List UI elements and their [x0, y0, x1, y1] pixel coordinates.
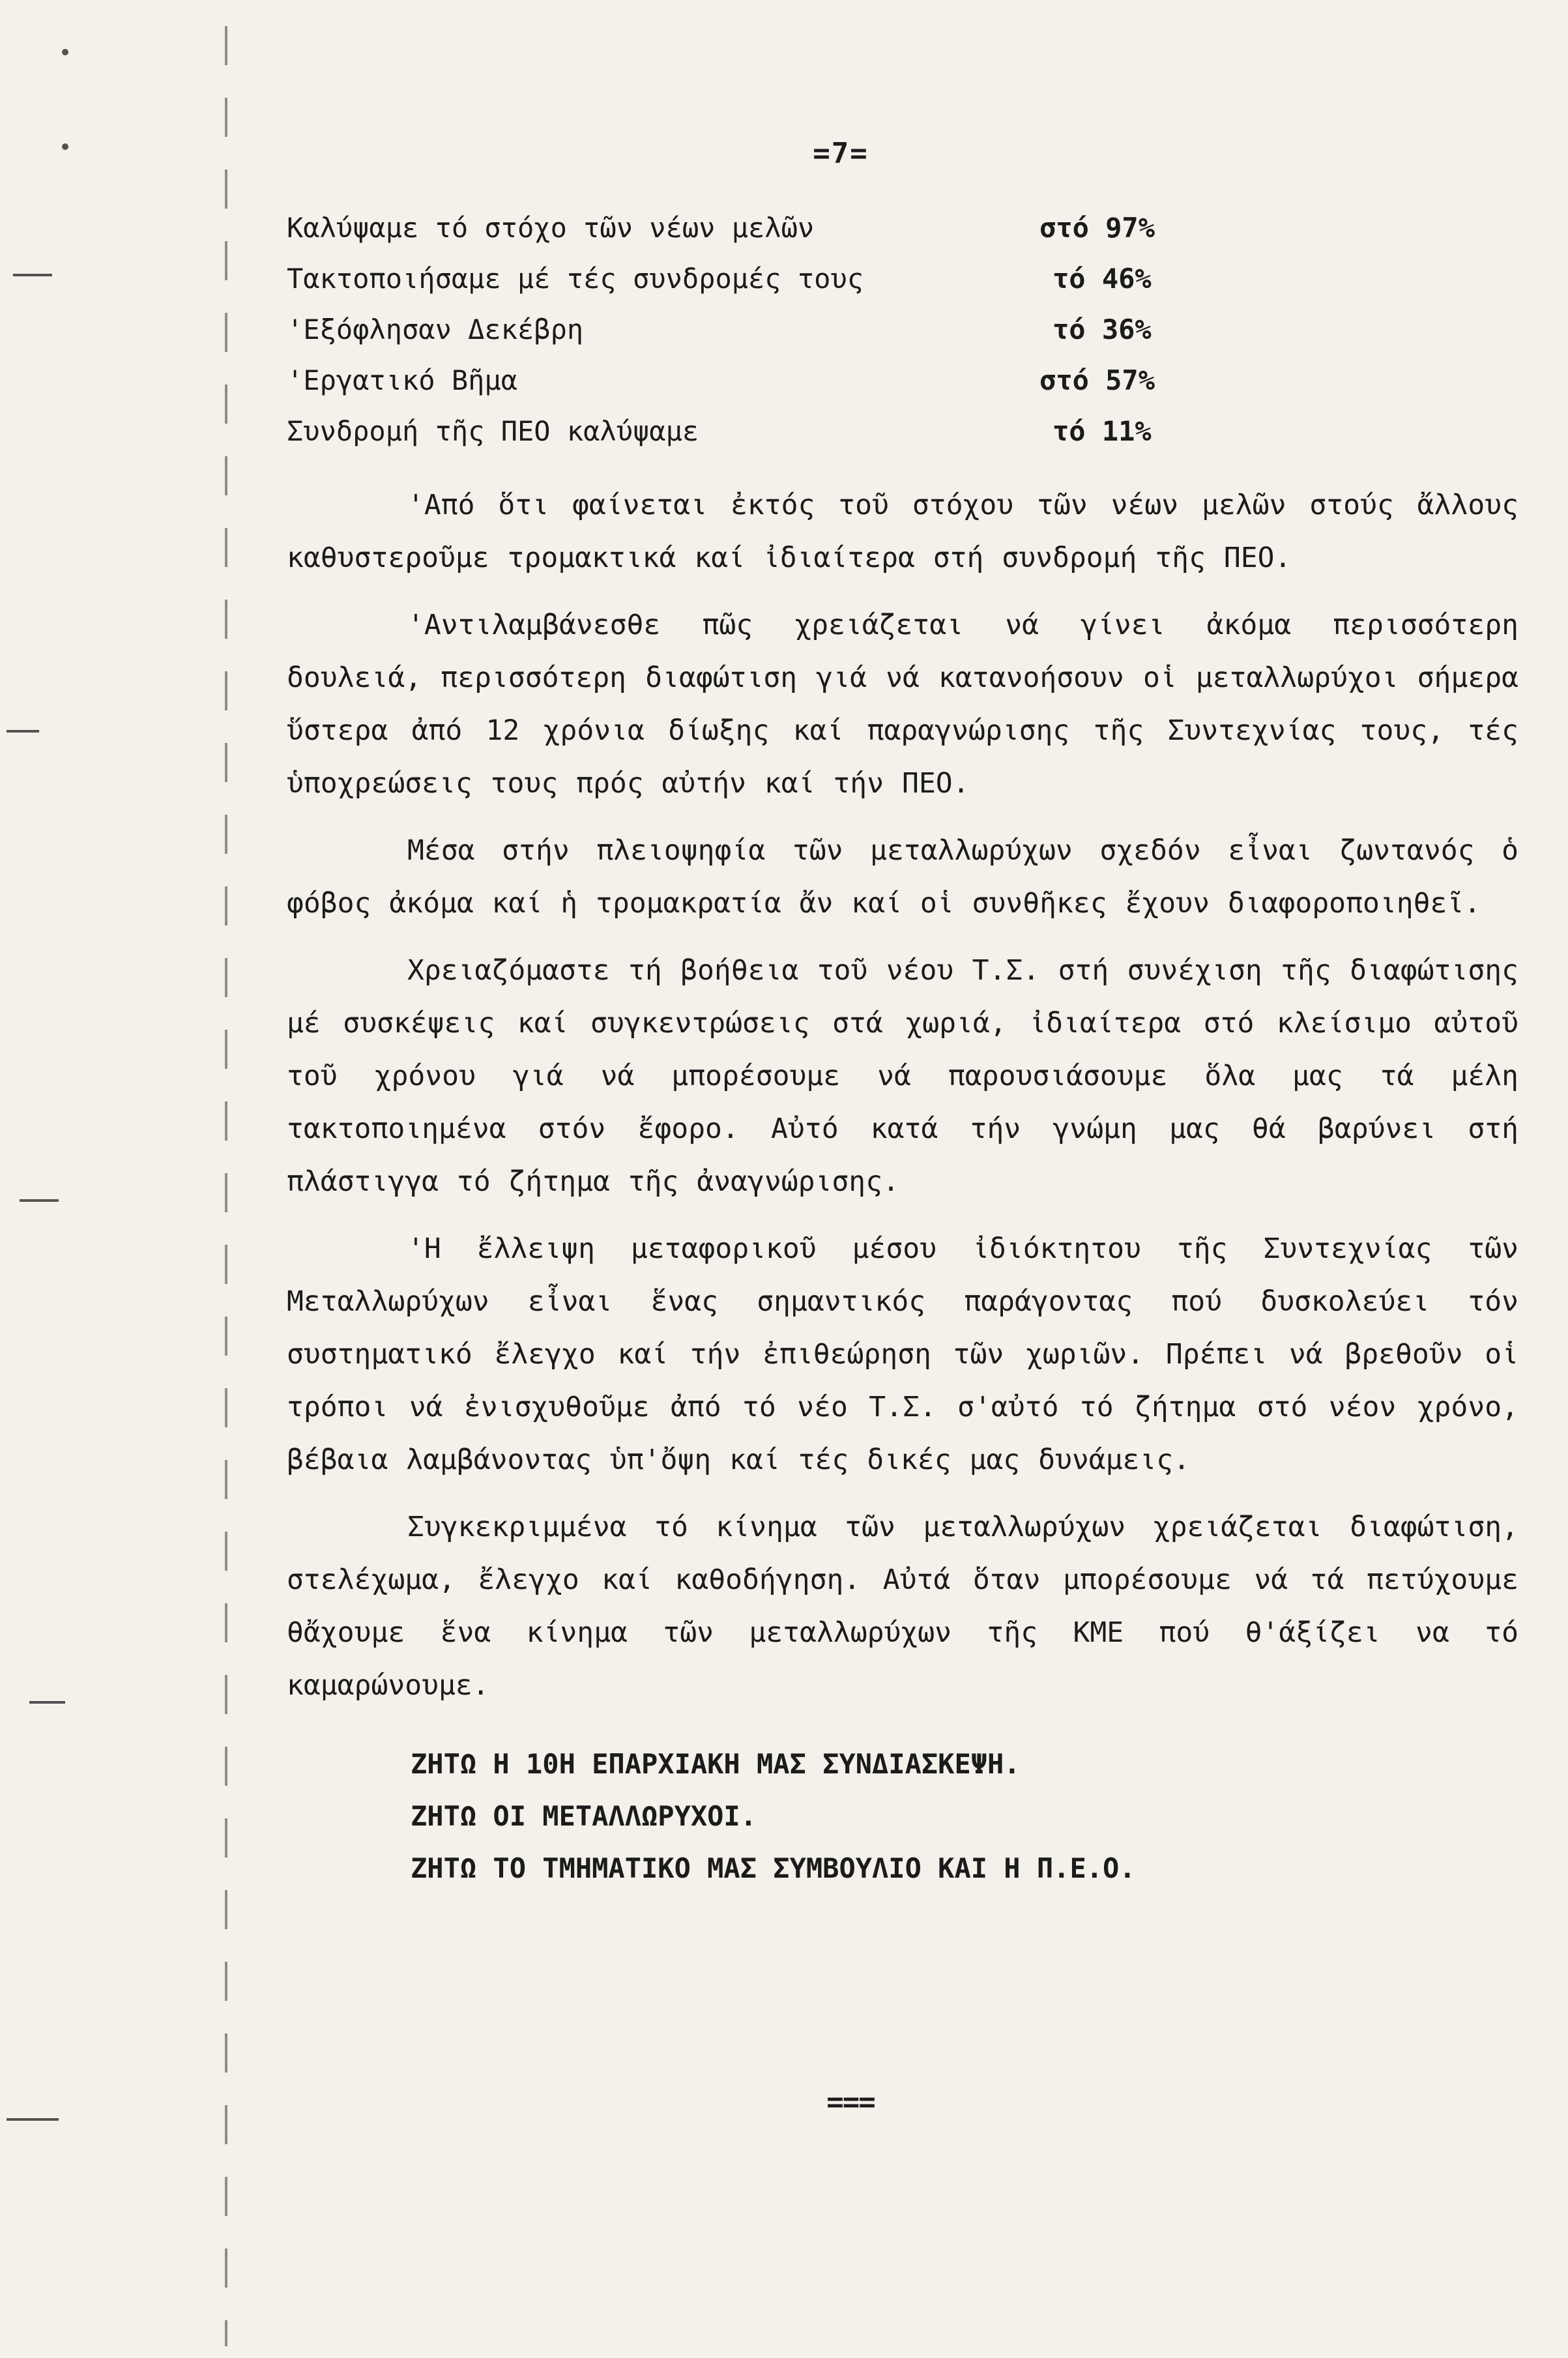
stat-label: Συνδρομή τῆς ΠΕΟ καλύψαμε	[287, 415, 699, 447]
paragraph: Συγκεκριμμένα τό κίνημα τῶν μεταλλωρύχων χρειάζεται διαφώτιση, στελέχωμα, ἔλεγχο καί καθοδήγηση. Αὐτά ὅταν μπορέσουμε νά τά πετύχουμε θἄχουμε ἕνα κίνημα τῶν μεταλλωρύχων τῆς ΚΜΕ πού θ'άξίζει να τό καμαρώνουμε.	[287, 1511, 1518, 1702]
stat-label: 'Εξόφλησαν Δεκέβρη	[287, 313, 584, 345]
slogans	[287, 1738, 1518, 1895]
page-number: =7=	[813, 137, 869, 170]
statistics-list	[287, 212, 1199, 466]
scan-mark	[13, 274, 52, 276]
scan-mark	[20, 1199, 59, 1202]
paragraph: Μέσα στήν πλειοψηφία τῶν μεταλλωρύχων σχεδόν εἶναι ζωντανός ὁ φόβος ἀκόμα καί ἡ τρομακρατία ἄν καί οἱ συνθῆκες ἔχουν διαφοροποιηθεῖ.	[287, 834, 1518, 920]
stat-row	[287, 313, 1199, 364]
stat-row	[287, 364, 1199, 415]
scan-mark	[29, 1701, 65, 1704]
binding-margin-line	[225, 26, 227, 2346]
paragraph: 'Από ὅτι φαίνεται ἐκτός τοῦ στόχου τῶν νέων μελῶν στούς ἄλλους καθυστεροῦμε τρομακτικά καί ἰδιαίτερα στή συνδρομή τῆς ΠΕΟ.	[287, 489, 1518, 574]
slogan: ΖΗΤΩ ΤΟ ΤΜΗΜΑΤΙΚΟ ΜΑΣ ΣΥΜΒΟΥΛΙΟ ΚΑΙ Η Π.Ε.Ο.	[411, 1852, 1136, 1884]
stat-value: στό 97%	[1039, 212, 1155, 244]
stat-value: τό 11%	[1053, 415, 1152, 447]
stat-label: Τακτοποιήσαμε μέ τές συνδρομές τους	[287, 263, 864, 295]
stat-row	[287, 415, 1199, 466]
slogan: ΖΗΤΩ ΟΙ ΜΕΤΑΛΛΩΡΥΧΟΙ.	[411, 1800, 757, 1832]
paragraph: 'Αντιλαμβάνεσθε πῶς χρειάζεται νά γίνει ἀκόμα περισσότερη δουλειά, περισσότερη διαφώτιση γιά νά κατανοήσουν οἱ μεταλλωρύχοι σήμερα ὕστερα ἀπό 12 χρόνια δίωξης καί παραγνώρισης τῆς Συντεχνίας τους, τές ὑποχρεώσεις τους πρός αὐτήν καί τήν ΠΕΟ.	[287, 609, 1518, 800]
stat-label: Καλύψαμε τό στόχο τῶν νέων μελῶν	[287, 212, 815, 244]
paragraph: Χρειαζόμαστε τή βοήθεια τοῦ νέου Τ.Σ. στή συνέχιση τῆς διαφώτισης μέ συσκέψεις καί συγκεντρώσεις στά χωριά, ἰδιαίτερα στό κλείσιμο αὐτοῦ τοῦ χρόνου γιά νά μπορέσουμε νά παρουσιάσουμε ὅλα μας τά μέλη τακτοποιημένα στόν ἔφορο. Αὐτό κατά τήν γνώμη μας θά βαρύνει στή πλάστιγγα τό ζήτημα τῆς ἀναγνώρισης.	[287, 954, 1518, 1198]
slogan: ΖΗΤΩ Η 10Η ΕΠΑΡΧΙΑΚΗ ΜΑΣ ΣΥΝΔΙΑΣΚΕΨΗ.	[411, 1748, 1021, 1780]
scan-mark	[7, 730, 39, 733]
stat-value: τό 46%	[1053, 263, 1152, 295]
stat-value: τό 36%	[1053, 313, 1152, 345]
body-text	[287, 479, 1518, 1895]
stat-value: στό 57%	[1039, 364, 1155, 396]
stat-row	[287, 263, 1199, 313]
scan-mark	[62, 143, 68, 150]
end-mark: ===	[826, 2086, 875, 2119]
scan-mark	[62, 49, 68, 55]
scan-mark	[7, 2118, 59, 2121]
stat-label: 'Εργατικό Βῆμα	[287, 364, 518, 396]
stat-row	[287, 212, 1199, 263]
paragraph: 'Η ἔλλειψη μεταφορικοῦ μέσου ἰδιόκτητου τῆς Συντεχνίας τῶν Μεταλλωρύχων εἶναι ἕνας σημαντικός παράγοντας πού δυσκολεύει τόν συστηματικό ἔλεγχο καί τήν ἐπιθεώρηση τῶν χωριῶν. Πρέπει νά βρεθοῦν οἱ τρόποι νά ἐνισχυθοῦμε ἀπό τό νέο Τ.Σ. σ'αὐτό τό ζήτημα στό νέον χρόνο, βέβαια λαμβάνοντας ὑπ'ὄψη καί τές δικές μας δυνάμεις.	[287, 1232, 1518, 1476]
